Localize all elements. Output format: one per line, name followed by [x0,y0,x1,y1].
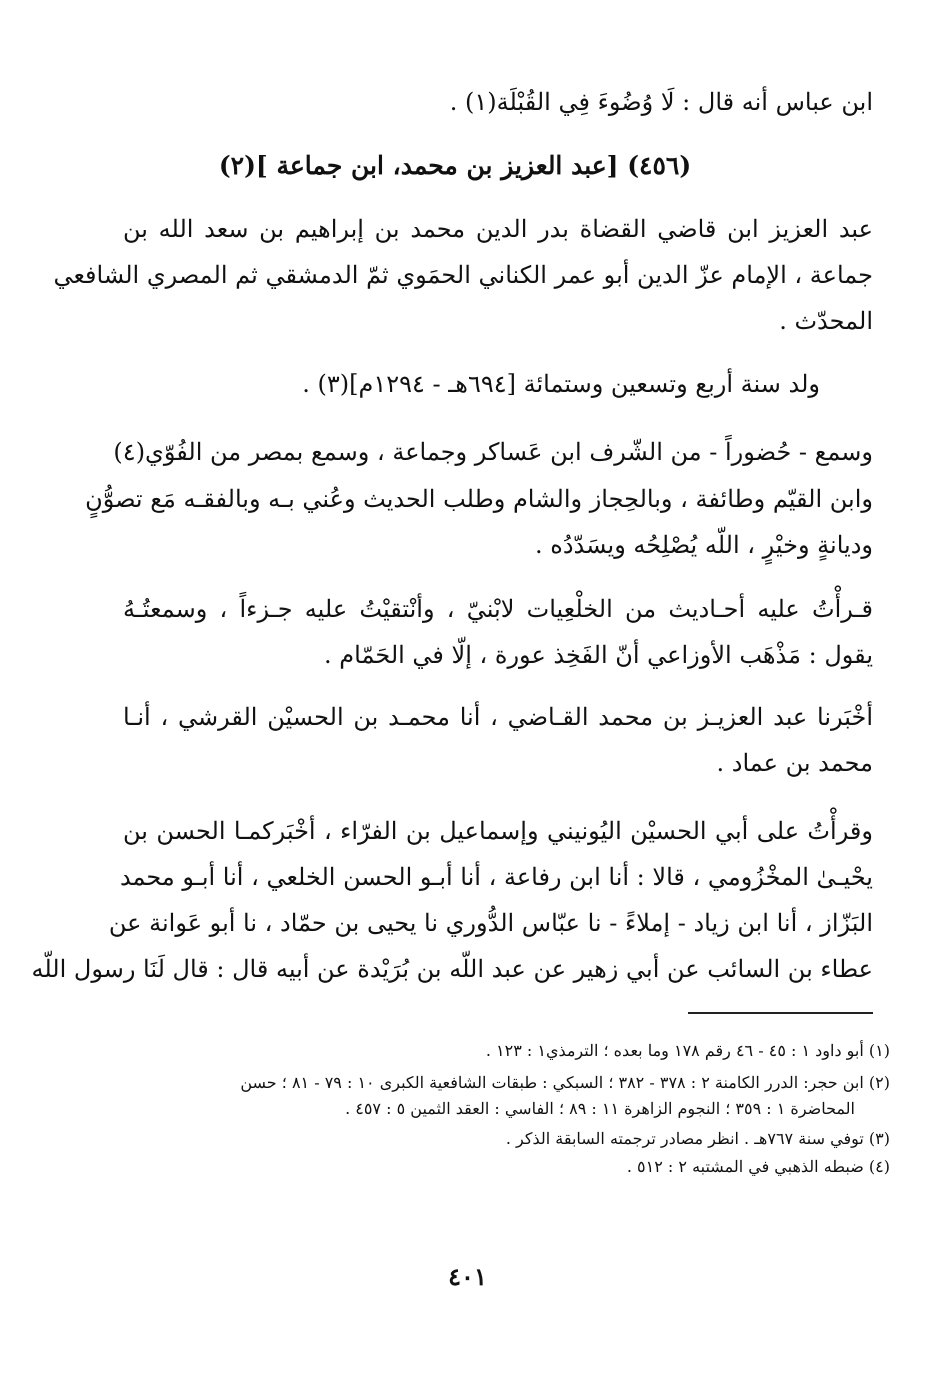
paragraph-1-line-1: عبد العزيز ابن قاضي القضاة بدر الدين محمد بن إبراهيم بن سعد الله بن [123,215,873,243]
paragraph-6-line-1: وقرأْتُ على أبي الحسيْن اليُونيني وإسماعيل بن الفرّاء ، أخْبَركمـا الحسن بن [123,817,873,845]
footnote-3: (٣) توفي سنة ٧٦٧هـ . انظر مصادر ترجمته السابقة الذكر . [505,1129,890,1148]
paragraph-3-line-2: وابن القيّم وطائفة ، وبالحِجاز والشام وطلب الحديث وعُني بـه وبالفقـه مَع تصوُّنٍ [85,485,873,513]
paragraph-3-line-1: وسمع - حُضوراً - من الشّرف ابن عَساكر وجماعة ، وسمع بمصر من الفُوّي(٤) [113,438,873,466]
paragraph-5-line-1: أخْبَرنا عبد العزيـز بن محمد القـاضي ، أنا محمـد بن الحسيْن القرشي ، أنـا [123,703,873,731]
paragraph-6-line-3: البَزّاز ، أنا ابن زياد - إملاءً - نا عبّاس الدُّوري نا يحيى بن حمّاد ، نا أبو عَوانة عن [108,909,873,937]
footnote-4: (٤) ضبطه الذهبي في المشتبه ٢ : ٥١٢ . [626,1157,890,1176]
paragraph-1-line-3: المحدّث . [779,307,873,335]
paragraph-3-line-3: وديانةٍ وخيْرٍ ، اللّه يُصْلِحُه ويسَدّدُه . [534,531,873,559]
paragraph-2-line-1: ولد سنة أربع وتسعين وستمائة [٦٩٤هـ - ١٢٩٤م](٣) . [302,370,820,398]
footnote-1: (١) أبو داود ١ : ٤٥ - ٤٦ رقم ١٧٨ وما بعده ؛ الترمذي١ : ١٢٣ . [485,1041,890,1060]
footnote-divider [688,1012,873,1014]
paragraph-4-line-1: قـرأْتُ عليه أحـاديث من الخلْعِيات لابْنيّ ، وأنْتقيْتُ عليه جـزءاً ، وسمعتُـهُ [123,595,873,623]
paragraph-6-line-4: عطاء بن السائب عن أبي زهير عن عبد اللّه بن بُرَيْدة عن أبيه قال : قال لَنَا رسول اللّه [31,955,873,983]
paragraph-4-line-2: يقول : مَذْهَب الأوزاعي أنّ الفَخِذ عورة ، إلّا في الحَمّام . [324,641,873,669]
entry-heading: (٤٥٦) [عبد العزيز بن محمد، ابن جماعة ](٢) [218,151,692,180]
footnote-2-continued: المحاضرة ١ : ٣٥٩ ؛ النجوم الزاهرة ١١ : ٨٩ ؛ الفاسي : العقد الثمين ٥ : ٤٥٧ . [345,1099,855,1118]
page-number: ٤٠١ [448,1262,487,1291]
continuation-line: ابن عباس أنه قال : لَا وُضُوءَ فِي القُبْلَة(١) . [449,88,873,116]
paragraph-6-line-2: يحْيـىٰ المخْزُومي ، قالا : أنا ابن رفاعة ، أنا أبـو الحسن الخلعي ، أنا أبـو محمد [119,863,873,891]
paragraph-5-line-2: محمد بن عماد . [716,749,873,777]
paragraph-1-line-2: جماعة ، الإمام عزّ الدين أبو عمر الكناني الحمَوي ثمّ الدمشقي ثم المصري الشافعي [53,261,873,289]
footnote-2: (٢) ابن حجر: الدرر الكامنة ٢ : ٣٧٨ - ٣٨٢ ؛ السبكي : طبقات الشافعية الكبرى ١٠ : ٧٩ - ٨١ ؛ حسن [240,1073,890,1092]
